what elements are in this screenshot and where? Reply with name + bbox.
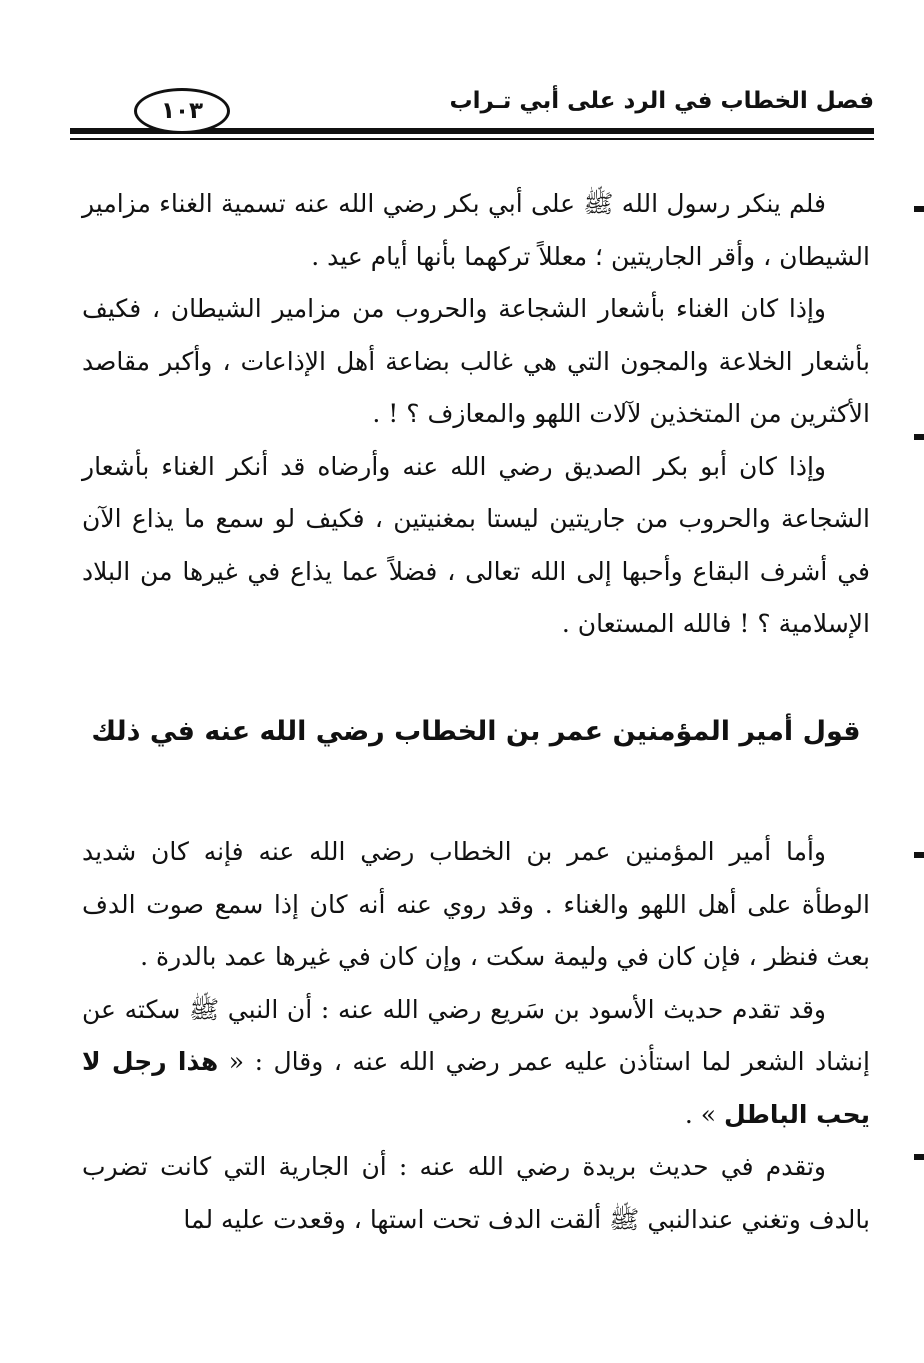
- text-block-1: [82, 178, 870, 651]
- margin-mark: [914, 206, 924, 212]
- page-number-oval: [134, 88, 230, 134]
- margin-mark: [914, 434, 924, 440]
- paragraph: وأما أمير المؤمنين عمر بن الخطاب رضي الله عنه فإنه كان شديد الوطأة على أهل اللهو والغناء . وقد روي عنه أنه كان إذا سمع صوت الدف بعث فنظر ، فإن كان في وليمة سكت ، وإن كان في غيرها عمد بالدرة .: [82, 837, 870, 971]
- section-heading: قول أمير المؤمنين عمر بن الخطاب رضي الله عنه في ذلك: [91, 716, 861, 747]
- page-header: [70, 82, 874, 154]
- margin-mark: [914, 1154, 924, 1160]
- paragraph: [82, 984, 870, 1142]
- paragraph: وإذا كان الغناء بأشعار الشجاعة والحروب من مزامير الشيطان ، فكيف بأشعار الخلاعة والمجون التي هي غالب بضاعة أهل الإذاعات ، وأكبر مقاصد الأكثرين من المتخذين لآلات اللهو والمعازف ؟ ! .: [82, 294, 870, 428]
- running-title: فصل الخطاب في الرد على أبي تـراب: [449, 88, 874, 114]
- paragraph: وإذا كان أبو بكر الصديق رضي الله عنه وأرضاه قد أنكر الغناء بأشعار الشجاعة والحروب من جاريتين ليستا بمغنيتين ، فكيف لو سمع ما يذاع الآن في أشرف البقاع وأحبها إلى الله تعالى ، فضلاً عما يذاع في غيرها من البلاد الإسلامية ؟ ! فالله المستعان .: [82, 451, 870, 638]
- bold-quote: هذا رجل لا يحب الباطل: [82, 1047, 870, 1129]
- header-rule-thin: [70, 138, 874, 140]
- page-number: ١٠٣: [160, 98, 204, 124]
- margin-mark: [914, 852, 924, 858]
- paragraph: فلم ينكر رسول الله ﷺ على أبي بكر رضي الله عنه تسمية الغناء مزامير الشيطان ، وأقر الجاريتين ؛ معللاً تركهما بأنها أيام عيد .: [82, 189, 870, 271]
- paragraph: وتقدم في حديث بريدة رضي الله عنه : أن الجارية التي كانت تضرب بالدف وتغني عندالنبي ﷺ ألقت الدف تحت استها ، وقعدت عليه لما: [82, 1152, 870, 1234]
- quote-lead-text: وقد تقدم حديث الأسود بن سَريع رضي الله عنه : أن النبي ﷺ سكته عن إنشاد الشعر لما استأذن عليه عمر رضي الله عنه ، وقال : «: [82, 994, 871, 1076]
- quote-tail-text: » .: [684, 1099, 725, 1129]
- text-block-2: [82, 826, 870, 1246]
